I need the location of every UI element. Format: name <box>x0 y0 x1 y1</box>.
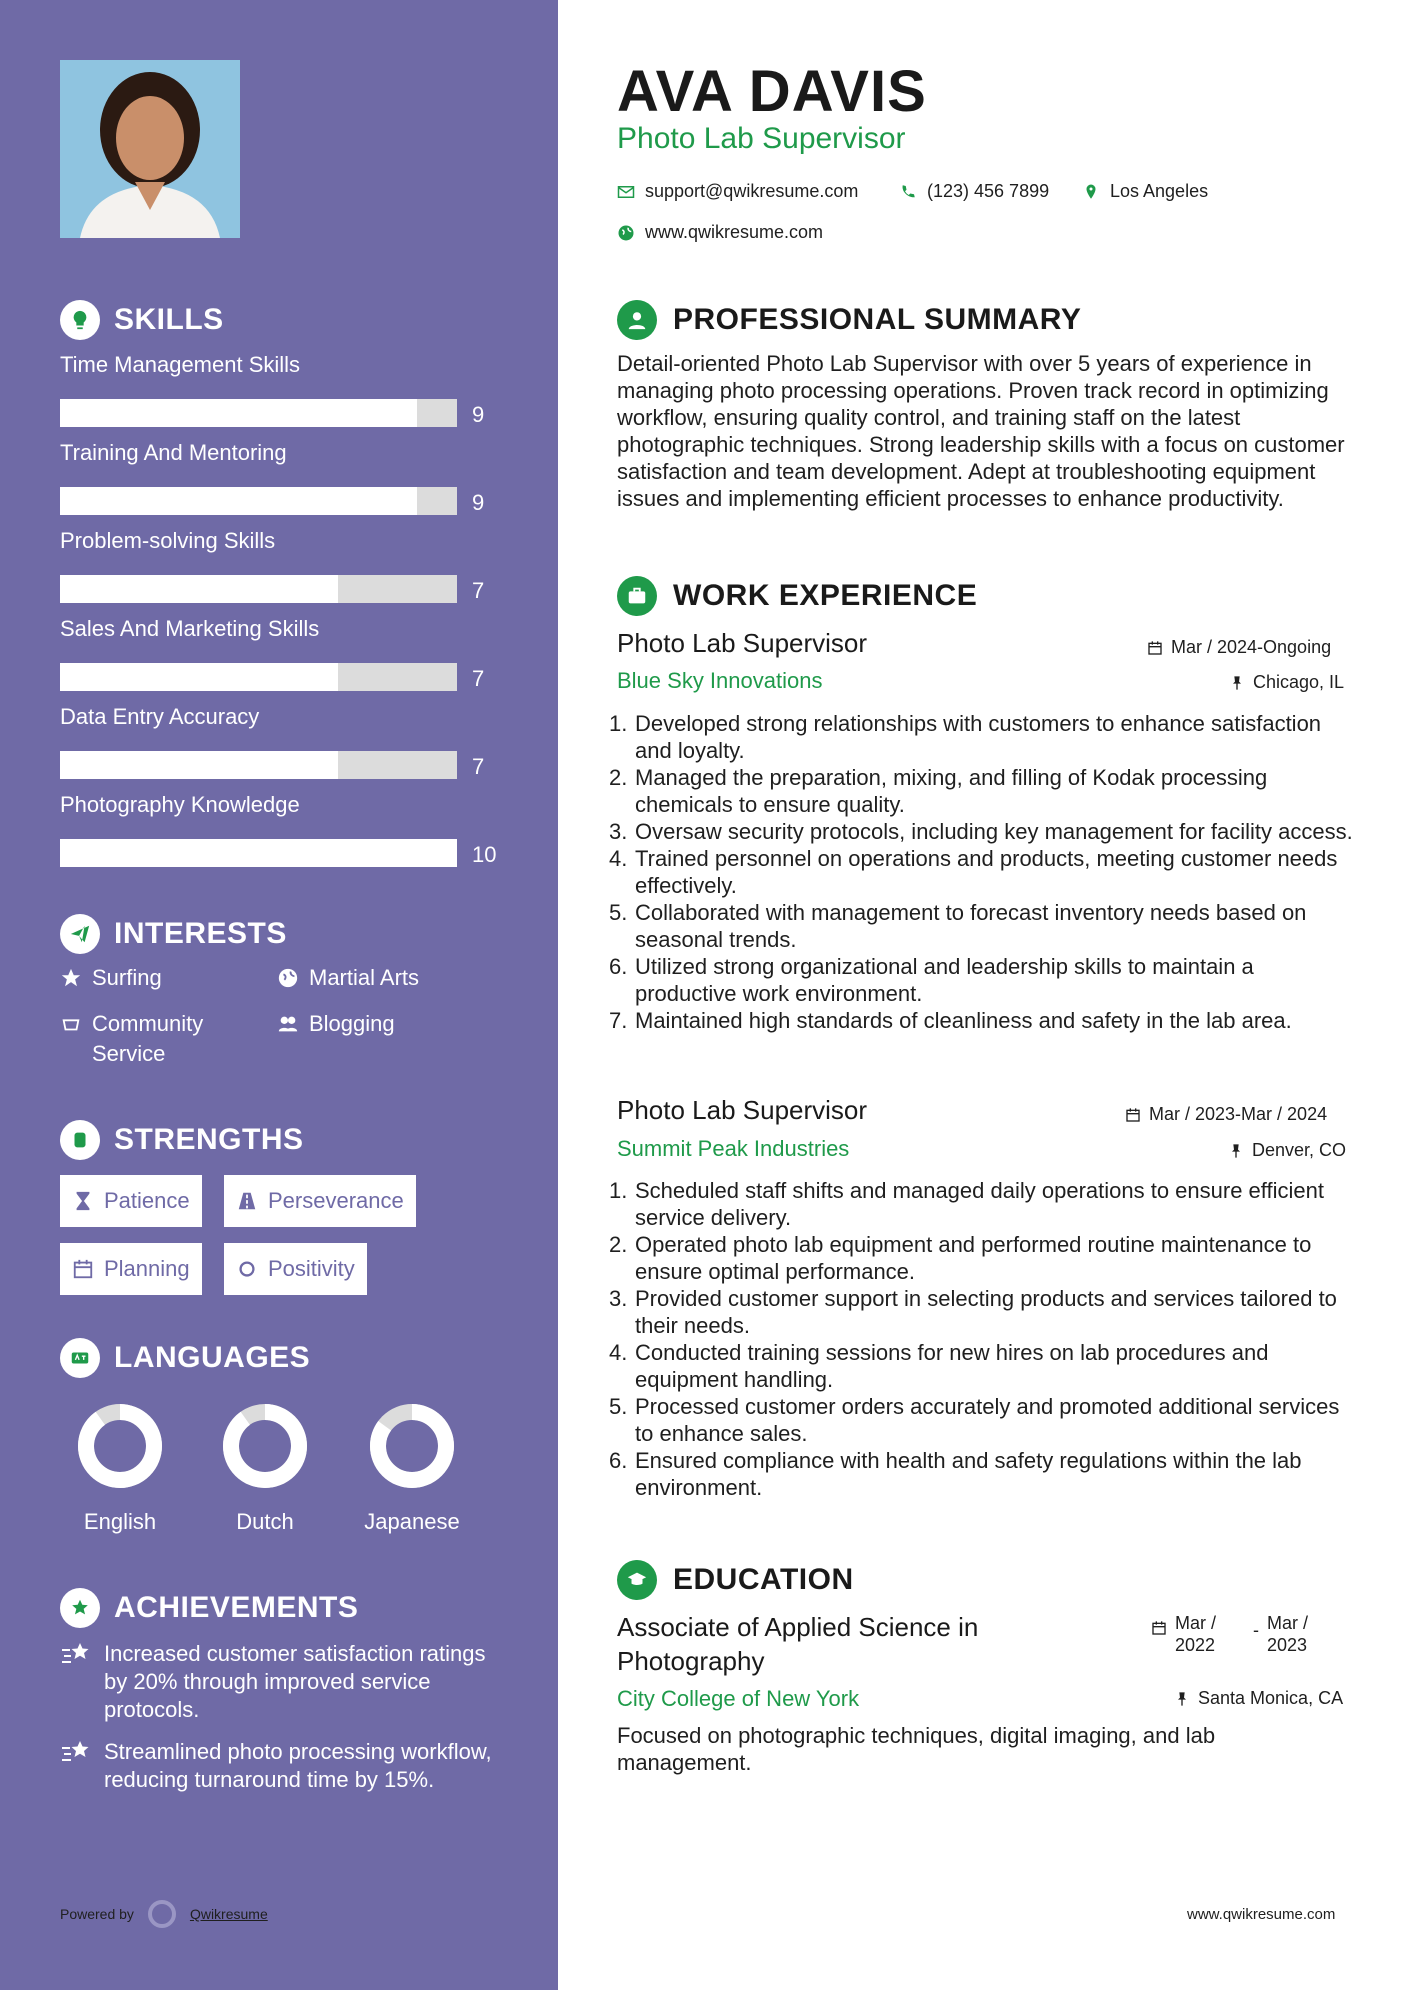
contact-email[interactable] <box>617 181 858 202</box>
job-title: Photo Lab Supervisor <box>617 628 868 658</box>
languages-heading <box>60 1338 310 1378</box>
summary-title: PROFESSIONAL SUMMARY <box>673 303 1082 336</box>
achievement-text: Increased customer satisfaction ratings by 20% through improved service protocols. <box>104 1641 486 1722</box>
calendar-icon <box>1151 1620 1167 1636</box>
achievements-title: ACHIEVEMENTS <box>114 1591 359 1624</box>
skill-item <box>60 528 500 603</box>
task-item: Oversaw security protocols, including key management for facility access. <box>635 819 1353 844</box>
skill-value: 7 <box>472 578 485 603</box>
star-icon <box>60 967 82 989</box>
job-location <box>1229 672 1344 693</box>
qwikresume-logo-icon <box>148 1900 176 1928</box>
interest-label: Blogging <box>309 1011 395 1036</box>
experience-title: WORK EXPERIENCE <box>673 579 978 612</box>
strength-badge <box>60 1243 202 1295</box>
skill-bar-fill <box>60 487 417 515</box>
strength-label: Positivity <box>268 1256 355 1281</box>
shooting-star-icon <box>60 1640 92 1668</box>
skill-bar-fill <box>60 751 338 779</box>
job-location-text: Chicago, IL <box>1253 672 1345 692</box>
contact-location <box>1082 181 1208 202</box>
interests-title: INTERESTS <box>114 917 287 950</box>
education-description: Focused on photographic techniques, digital imaging, and lab management. <box>617 1723 1216 1775</box>
skills-heading <box>60 300 224 340</box>
lightbulb-icon <box>60 300 100 340</box>
skill-name: Photography Knowledge <box>60 792 300 817</box>
job-location <box>1228 1140 1346 1161</box>
interest-item <box>277 963 419 993</box>
skill-value: 10 <box>472 842 497 867</box>
skill-value: 7 <box>472 754 485 779</box>
skill-bar-fill <box>60 839 457 867</box>
language-donut-fill <box>86 1412 154 1480</box>
experience-heading <box>617 576 977 616</box>
task-item: Managed the preparation, mixing, and filling of Kodak processing chemicals to ensure quality. <box>635 765 1268 817</box>
skill-bar-fill <box>60 663 338 691</box>
job-tasks <box>617 1177 1357 1501</box>
interest-label: Martial Arts <box>309 965 420 990</box>
interest-item <box>60 963 162 993</box>
brand-link[interactable]: Qwikresume <box>189 1906 268 1922</box>
task-item: Maintained high standards of cleanliness and safety in the lab area. <box>635 1008 1292 1033</box>
interest-item <box>277 1009 395 1039</box>
job-title: Photo Lab Supervisor <box>617 1095 868 1125</box>
website-text: www.qwikresume.com <box>645 222 824 242</box>
interest-label: Surfing <box>92 965 162 990</box>
job-dates-text: Mar / 2024-Ongoing <box>1171 637 1332 657</box>
achievement-item <box>60 1738 500 1794</box>
task-item: Conducted training sessions for new hires on lab procedures and equipment handling. <box>635 1340 1269 1392</box>
education-title: EDUCATION <box>673 1563 854 1596</box>
task-item: Scheduled staff shifts and managed daily operations to ensure efficient service delivery. <box>635 1178 1324 1230</box>
language-donut-fill <box>231 1412 299 1480</box>
skill-bar <box>60 575 457 603</box>
language-donut <box>368 1402 456 1490</box>
language-item <box>352 1402 472 1535</box>
task-item: Operated photo lab equipment and performed routine maintenance to ensure optimal performance. <box>635 1232 1312 1284</box>
skill-item <box>60 704 500 779</box>
sun-icon <box>236 1258 258 1280</box>
education-end: Mar / 2023 <box>1267 1613 1309 1655</box>
task-item: Collaborated with management to forecast inventory needs based on seasonal trends. <box>635 900 1307 952</box>
user-icon <box>617 300 657 340</box>
skill-bar-fill <box>60 575 338 603</box>
paper-plane-icon <box>60 914 100 954</box>
skill-item <box>60 616 500 691</box>
interest-label: Community Service <box>92 1011 204 1066</box>
strength-label: Planning <box>104 1256 190 1281</box>
fist-icon <box>60 1120 100 1160</box>
skill-name: Training And Mentoring <box>60 440 287 465</box>
calendar-icon <box>1125 1107 1141 1123</box>
date-separator: - <box>1253 1620 1259 1640</box>
calendar-icon <box>1147 640 1163 656</box>
company-name: Blue Sky Innovations <box>617 668 823 693</box>
interests-heading <box>60 914 287 954</box>
task-item: Trained personnel on operations and products, meeting customer needs effectively. <box>635 846 1338 898</box>
contact-phone[interactable] <box>899 181 1049 202</box>
job-location-text: Denver, CO <box>1252 1140 1347 1160</box>
sidebar <box>0 0 558 1990</box>
envelope-icon <box>617 183 635 201</box>
skill-name: Sales And Marketing Skills <box>60 616 320 641</box>
phone-text: (123) 456 7899 <box>927 181 1050 201</box>
language-item <box>205 1402 325 1535</box>
task-item: Provided customer support in selecting products and services tailored to their needs. <box>635 1286 1337 1338</box>
pushpin-icon <box>1228 1143 1244 1159</box>
company-name: Summit Peak Industries <box>617 1136 850 1161</box>
degree-title: Associate of Applied Science in Photography <box>617 1612 979 1676</box>
calendar-icon <box>72 1258 94 1280</box>
candidate-name: AVA DAVIS <box>617 59 927 124</box>
job-dates-text: Mar / 2023-Mar / 2024 <box>1149 1104 1328 1124</box>
education-dates <box>1151 1612 1325 1656</box>
pushpin-icon <box>1174 1691 1190 1707</box>
strength-badge <box>224 1243 367 1295</box>
summary-heading <box>617 300 1081 340</box>
location-text: Los Angeles <box>1110 181 1209 201</box>
skill-bar <box>60 839 457 867</box>
task-item: Ensured compliance with health and safety regulations within the lab environment. <box>635 1448 1302 1500</box>
achievement-text: Streamlined photo processing workflow, reducing turnaround time by 15%. <box>104 1739 492 1792</box>
language-item <box>60 1402 180 1535</box>
language-donut <box>76 1402 164 1490</box>
footer-url[interactable]: www.qwikresume.com <box>1187 1906 1336 1923</box>
language-name: English <box>83 1509 157 1534</box>
email-text: support@qwikresume.com <box>645 181 859 201</box>
language-icon <box>60 1338 100 1378</box>
shooting-star-icon <box>60 1738 92 1766</box>
road-icon <box>236 1190 258 1212</box>
achievements-heading <box>60 1588 358 1628</box>
skill-value: 7 <box>472 666 485 691</box>
summary-text: Detail-oriented Photo Lab Supervisor with over 5 years of experience in managing photo processing operations. Proven track record in optimizing workflow, ensuring quality control, and training staff on the latest photographic techniques. Strong leadership skills with a focus on customer satisfaction and team development. Adept at troubleshooting equipment issues and implementing efficient processes to enhance productivity. <box>617 351 1345 511</box>
globe-icon <box>277 967 299 989</box>
task-item: Developed strong relationships with customers to enhance satisfaction and loyalty. <box>635 711 1322 763</box>
strength-label: Perseverance <box>268 1188 404 1213</box>
task-item: Utilized strong organizational and leadership skills to maintain a productive work environment. <box>635 954 1254 1006</box>
contact-website[interactable] <box>617 222 823 243</box>
users-icon <box>277 1013 299 1035</box>
hourglass-icon <box>72 1190 94 1212</box>
achievement-item <box>60 1640 500 1724</box>
powered-by-label: Powered by <box>60 1906 134 1922</box>
pushpin-icon <box>1229 675 1245 691</box>
skill-bar <box>60 487 457 515</box>
hand-heart-icon <box>60 1013 82 1035</box>
strengths-heading <box>60 1120 304 1160</box>
skills-title: SKILLS <box>114 303 224 336</box>
education-heading <box>617 1560 854 1600</box>
interest-item <box>60 1009 240 1069</box>
language-name: Dutch <box>236 1509 294 1534</box>
skill-name: Time Management Skills <box>60 352 301 377</box>
skill-item <box>60 352 500 427</box>
language-donut <box>221 1402 309 1490</box>
school-name: City College of New York <box>617 1686 860 1711</box>
strength-label: Patience <box>104 1188 190 1213</box>
candidate-role: Photo Lab Supervisor <box>617 122 906 155</box>
profile-photo <box>60 60 240 238</box>
job-tasks <box>617 710 1357 1034</box>
globe-icon <box>617 224 635 242</box>
graduation-icon <box>617 1560 657 1600</box>
award-star-icon <box>60 1588 100 1628</box>
skill-item <box>60 792 500 867</box>
strengths-title: STRENGTHS <box>114 1123 304 1156</box>
map-pin-icon <box>1082 183 1100 201</box>
education-location <box>1174 1688 1343 1709</box>
strength-badge <box>60 1175 202 1227</box>
skill-bar-fill <box>60 399 417 427</box>
language-name: Japanese <box>364 1509 460 1534</box>
languages-title: LANGUAGES <box>114 1341 311 1374</box>
job-dates <box>1125 1104 1327 1125</box>
skill-item <box>60 440 500 515</box>
skill-bar <box>60 399 457 427</box>
briefcase-icon <box>617 576 657 616</box>
education-location-text: Santa Monica, CA <box>1198 1688 1344 1708</box>
task-item: Processed customer orders accurately and promoted additional services to enhance sales. <box>635 1394 1340 1446</box>
skill-value: 9 <box>472 402 485 427</box>
skill-name: Data Entry Accuracy <box>60 704 260 729</box>
skill-name: Problem-solving Skills <box>60 528 276 553</box>
education-start: Mar / 2022 <box>1175 1613 1217 1655</box>
skill-bar <box>60 663 457 691</box>
phone-icon <box>899 183 917 201</box>
strength-badge <box>224 1175 416 1227</box>
job-dates <box>1147 637 1331 658</box>
skill-bar <box>60 751 457 779</box>
powered-by <box>60 1900 268 1928</box>
skill-value: 9 <box>472 490 485 515</box>
